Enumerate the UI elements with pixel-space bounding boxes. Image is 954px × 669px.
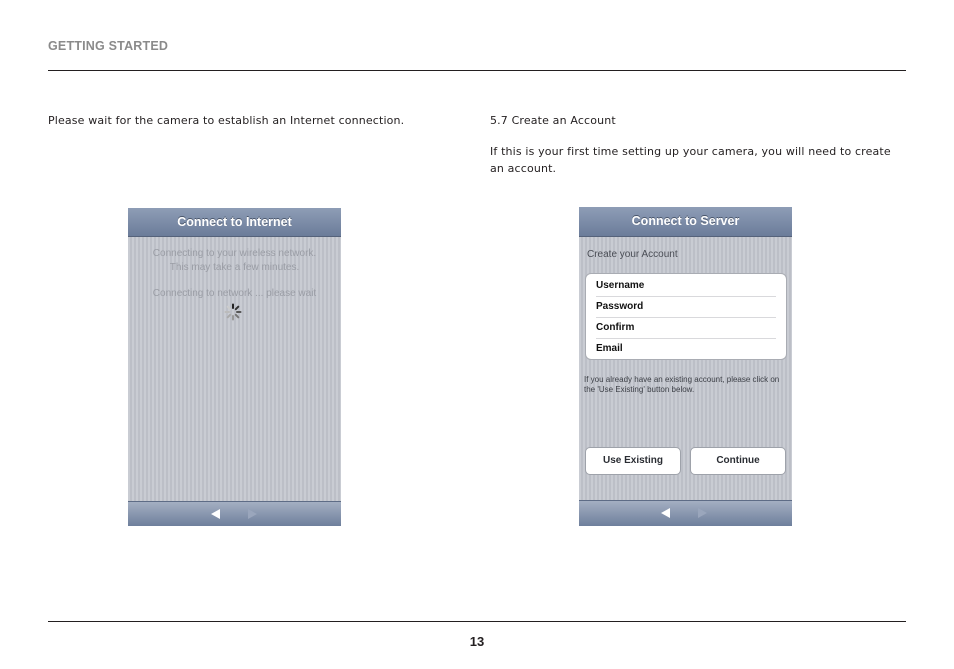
status-line-3: Connecting to network ... please wait	[152, 288, 317, 299]
status-line-2: This may take a few minutes.	[169, 262, 300, 273]
use-existing-button[interactable]: Use Existing	[585, 447, 681, 475]
header-rule	[48, 70, 906, 71]
email-field[interactable]: Email	[596, 343, 623, 354]
create-account-label: Create your Account	[587, 249, 678, 260]
screen-title: Connect to Internet	[128, 208, 341, 237]
connect-internet-screen	[128, 208, 341, 526]
username-field[interactable]: Username	[596, 276, 776, 297]
page-number: 13	[469, 634, 485, 649]
back-arrow-icon[interactable]	[661, 508, 670, 518]
account-instruction: If this is your first time setting up your camera, you will need to create an account.	[490, 145, 891, 175]
bottom-toolbar	[579, 500, 792, 526]
bottom-toolbar	[128, 501, 341, 526]
internet-instruction: Please wait for the camera to establish an Internet connection.	[48, 114, 405, 127]
password-field[interactable]: Password	[596, 297, 776, 318]
account-form	[585, 273, 787, 360]
connect-server-screen	[579, 207, 792, 526]
confirm-field[interactable]: Confirm	[596, 318, 776, 339]
back-arrow-icon[interactable]	[211, 509, 220, 519]
section-heading: 5.7 Create an Account	[490, 114, 616, 127]
footer-rule	[48, 621, 906, 622]
continue-button[interactable]: Continue	[690, 447, 786, 475]
status-line-1: Connecting to your wireless network.	[152, 248, 317, 259]
existing-account-hint: If you already have an existing account, please click on the 'Use Existing' button below.	[584, 375, 780, 394]
forward-arrow-icon[interactable]	[698, 508, 707, 518]
screen-title: Connect to Server	[579, 207, 792, 237]
forward-arrow-icon[interactable]	[248, 509, 257, 519]
section-header: GETTING STARTED	[48, 39, 169, 53]
loading-spinner-icon	[224, 303, 242, 321]
